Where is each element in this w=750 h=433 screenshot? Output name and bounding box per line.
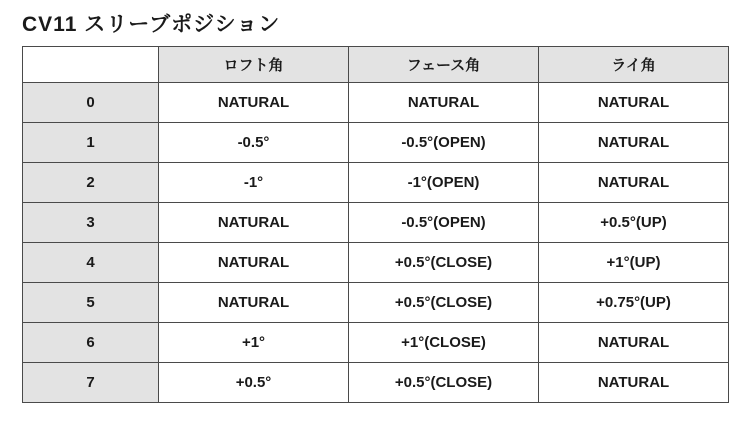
- table-row: [23, 163, 729, 203]
- cell-loft: NATURAL: [159, 283, 349, 323]
- sleeve-position-table-container: [22, 46, 728, 403]
- table-body: [23, 83, 729, 403]
- table-row: [23, 243, 729, 283]
- cell-lie: +0.75°(UP): [539, 283, 729, 323]
- cell-loft: -0.5°: [159, 123, 349, 163]
- cell-loft: NATURAL: [159, 243, 349, 283]
- cell-lie: NATURAL: [539, 363, 729, 403]
- cell-position: 6: [23, 323, 159, 363]
- cell-position: 0: [23, 83, 159, 123]
- table-row: [23, 83, 729, 123]
- cell-position: 5: [23, 283, 159, 323]
- table-header-row: [23, 47, 729, 83]
- cell-lie: NATURAL: [539, 163, 729, 203]
- cell-face: -0.5°(OPEN): [349, 203, 539, 243]
- cell-face: -0.5°(OPEN): [349, 123, 539, 163]
- table-row: [23, 323, 729, 363]
- cell-lie: +0.5°(UP): [539, 203, 729, 243]
- page-title: CV11 スリーブポジション: [22, 13, 281, 36]
- cell-lie: NATURAL: [539, 123, 729, 163]
- table-row: [23, 283, 729, 323]
- cell-position: 3: [23, 203, 159, 243]
- column-header-loft: ロフト角: [159, 47, 349, 83]
- table-row: [23, 363, 729, 403]
- cell-loft: -1°: [159, 163, 349, 203]
- column-header-position: [23, 47, 159, 83]
- table-row: [23, 123, 729, 163]
- cell-position: 1: [23, 123, 159, 163]
- column-header-face: フェース角: [349, 47, 539, 83]
- cell-face: +0.5°(CLOSE): [349, 283, 539, 323]
- cell-lie: NATURAL: [539, 83, 729, 123]
- cell-face: -1°(OPEN): [349, 163, 539, 203]
- table-header: [23, 47, 729, 83]
- cell-position: 2: [23, 163, 159, 203]
- cell-face: +0.5°(CLOSE): [349, 363, 539, 403]
- cell-position: 7: [23, 363, 159, 403]
- cell-loft: +1°: [159, 323, 349, 363]
- cell-lie: +1°(UP): [539, 243, 729, 283]
- sleeve-position-table: [22, 46, 729, 403]
- cell-face: NATURAL: [349, 83, 539, 123]
- cell-loft: NATURAL: [159, 83, 349, 123]
- table-row: [23, 203, 729, 243]
- cell-face: +0.5°(CLOSE): [349, 243, 539, 283]
- cell-position: 4: [23, 243, 159, 283]
- cell-loft: NATURAL: [159, 203, 349, 243]
- cell-lie: NATURAL: [539, 323, 729, 363]
- cell-face: +1°(CLOSE): [349, 323, 539, 363]
- cell-loft: +0.5°: [159, 363, 349, 403]
- column-header-lie: ライ角: [539, 47, 729, 83]
